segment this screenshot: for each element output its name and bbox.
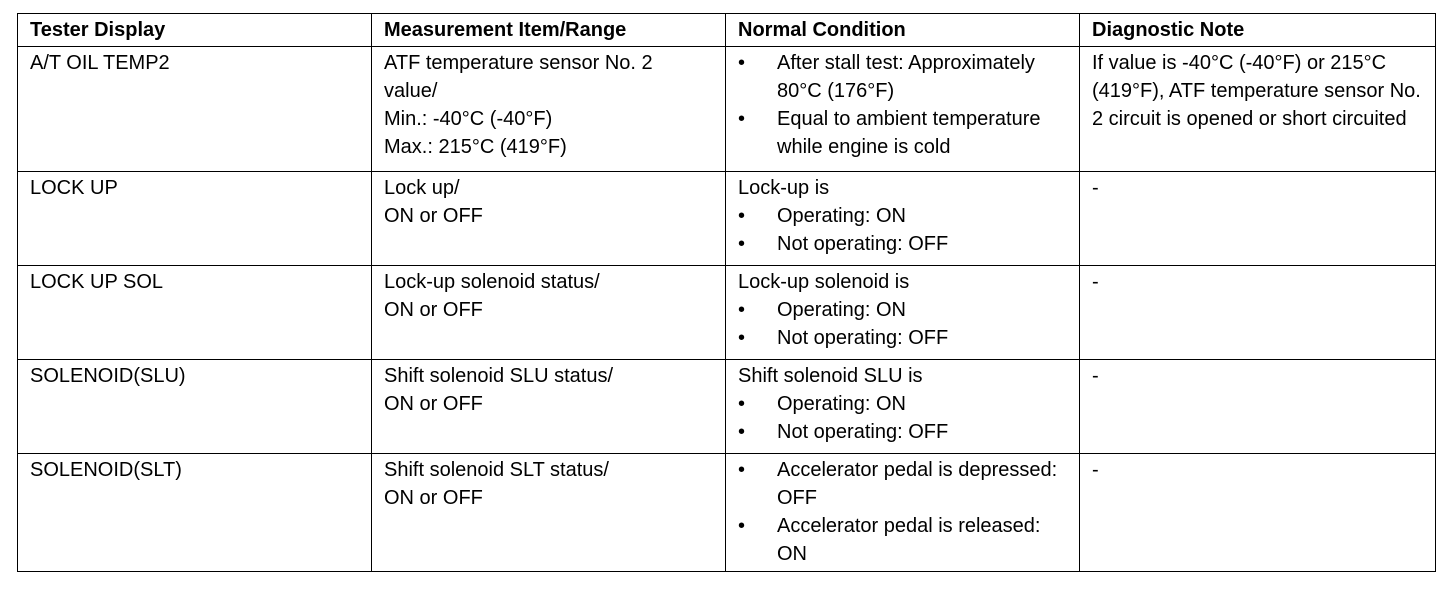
list-item — [738, 324, 1071, 352]
measurement-line: Min.: -40°C (-40°F) — [384, 108, 553, 130]
list-item — [738, 512, 1071, 568]
header-normal-condition: Normal Condition — [726, 14, 1080, 47]
measurement-cell — [372, 454, 726, 572]
bullet-text: Operating: ON — [777, 299, 906, 321]
normal-condition-list — [738, 296, 1071, 352]
bullet-text: Accelerator pedal is depressed: OFF — [777, 459, 1058, 509]
normal-condition-list — [738, 456, 1071, 568]
bullet-text: Operating: ON — [777, 205, 906, 227]
header-measurement-item-range: Measurement Item/Range — [372, 14, 726, 47]
list-item — [738, 390, 1071, 418]
bullet-text: Equal to ambient temperature while engine is cold — [777, 108, 1041, 158]
bullet-text: Not operating: OFF — [777, 327, 949, 349]
diagnostic-note-cell: - — [1080, 266, 1436, 360]
measurement-line: ON or OFF — [384, 487, 483, 509]
header-diagnostic-note: Diagnostic Note — [1080, 14, 1436, 47]
list-item — [738, 105, 1071, 161]
bullet-text: Not operating: OFF — [777, 233, 949, 255]
measurement-line: ON or OFF — [384, 205, 483, 227]
normal-condition-list — [738, 49, 1071, 161]
bullet-text: Not operating: OFF — [777, 421, 949, 443]
table-row — [18, 266, 1436, 360]
measurement-cell — [372, 360, 726, 454]
measurement-line: Shift solenoid SLT status/ — [384, 459, 609, 481]
measurement-line: Shift solenoid SLU status/ — [384, 365, 614, 387]
measurement-line: Max.: 215°C (419°F) — [384, 136, 567, 158]
normal-condition-intro: Shift solenoid SLU is — [738, 365, 923, 387]
list-item — [738, 418, 1071, 446]
table-row — [18, 454, 1436, 572]
list-item — [738, 456, 1071, 512]
measurement-line: Lock-up solenoid status/ — [384, 271, 600, 293]
table-row — [18, 47, 1436, 172]
measurement-line: value/ — [384, 80, 438, 102]
tester-display-cell: SOLENOID(SLT) — [18, 454, 372, 572]
tester-display-cell: A/T OIL TEMP2 — [18, 47, 372, 172]
normal-condition-cell — [726, 47, 1080, 172]
header-tester-display: Tester Display — [18, 14, 372, 47]
bullet-icon: • — [738, 205, 746, 227]
tester-display-cell: SOLENOID(SLU) — [18, 360, 372, 454]
diagnostic-note-cell: - — [1080, 360, 1436, 454]
normal-condition-cell — [726, 454, 1080, 572]
measurement-cell — [372, 47, 726, 172]
measurement-line: Lock up/ — [384, 177, 460, 199]
bullet-text: After stall test: Approximately 80°C (176°F) — [777, 52, 1035, 102]
list-item — [738, 296, 1071, 324]
measurement-cell — [372, 172, 726, 266]
measurement-line: ON or OFF — [384, 393, 483, 415]
bullet-text: Operating: ON — [777, 393, 906, 415]
normal-condition-cell — [726, 172, 1080, 266]
list-item — [738, 202, 1071, 230]
bullet-icon: • — [738, 327, 746, 349]
measurement-cell — [372, 266, 726, 360]
normal-condition-intro: Lock-up solenoid is — [738, 271, 910, 293]
diagnostic-note-cell: If value is -40°C (-40°F) or 215°C (419°F), ATF temperature sensor No. 2 circuit is opened or short circuited — [1080, 47, 1436, 172]
bullet-icon: • — [738, 421, 746, 443]
normal-condition-cell — [726, 360, 1080, 454]
measurement-line: ON or OFF — [384, 299, 483, 321]
tester-display-cell: LOCK UP SOL — [18, 266, 372, 360]
diagnostic-note-cell: - — [1080, 172, 1436, 266]
bullet-icon: • — [738, 108, 746, 130]
bullet-text: Accelerator pedal is released: ON — [777, 515, 1041, 565]
normal-condition-cell — [726, 266, 1080, 360]
bullet-icon: • — [738, 233, 746, 255]
normal-condition-list — [738, 390, 1071, 446]
diagnostic-note-cell: - — [1080, 454, 1436, 572]
tester-display-cell: LOCK UP — [18, 172, 372, 266]
list-item — [738, 49, 1071, 105]
list-item — [738, 230, 1071, 258]
bullet-icon: • — [738, 393, 746, 415]
normal-condition-intro: Lock-up is — [738, 177, 830, 199]
table-row — [18, 360, 1436, 454]
measurement-line: ATF temperature sensor No. 2 — [384, 52, 653, 74]
table-row — [18, 172, 1436, 266]
bullet-icon: • — [738, 52, 746, 74]
table-header-row — [18, 14, 1436, 47]
bullet-icon: • — [738, 459, 746, 481]
bullet-icon: • — [738, 515, 746, 537]
normal-condition-list — [738, 202, 1071, 258]
bullet-icon: • — [738, 299, 746, 321]
data-list-table — [17, 13, 1436, 572]
